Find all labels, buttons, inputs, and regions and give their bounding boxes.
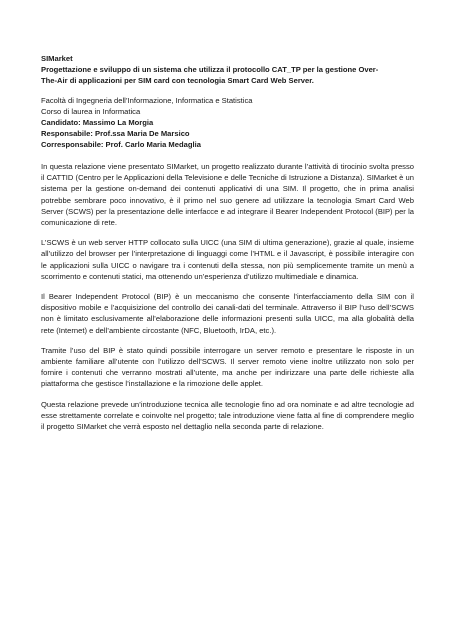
course-line: Corso di laurea in Informatica [41, 107, 141, 116]
paragraph-intro: In questa relazione viene presentato SIMarket, un progetto realizzato durante l’attività di tirocinio svolta presso il CATTID (Centro per le Applicazioni della Televisione e delle Tecniche di Istruzione a Distanza). SIMarket è un sistema per la gestione on-demand dei contenuti applicativi di una SIM. Il progetto, che in prima analisi potrebbe sembrare poco innovativo, è il primo nel suo genere ad utilizzare la tecnologia Smart Card Web Server (SCWS) per la presentazione delle interfacce e ad integrare il Bearer Independent Protocol (BIP) per la comunicazione di rete. [41, 162, 414, 228]
paragraph-bip: Il Bearer Independent Protocol (BIP) è un meccanismo che consente l’interfacciamento della SIM con il dispositivo mobile e l’acquisizione del controllo dei canali-dati del terminale. Attraverso il BIP l’uso dell’SCWS non è limitato esclusivamente all’elaborazione delle informazioni presenti sulla UICC, ma alla globalità della rete (Internet) e dell’ambiente circostante (NFC, Bluetooth, IrDA, etc.). [41, 292, 414, 335]
title-line-2: The-Air di applicazioni per SIM card con tecnologia Smart Card Web Server. [41, 76, 314, 85]
spacer [41, 150, 414, 161]
spacer [41, 86, 414, 95]
paragraph-scws: L’SCWS è un web server HTTP collocato sulla UICC (una SIM di ultima generazione), grazie al quale, insieme all’utilizzo del browser per l’interpretazione di linguaggi come l’HTML e il Javascript, è possibile interagire con le applicazioni sulla UICC o navigare tra i contenuti della stessa, non più semplicemente tramite un menù a scorrimento e contenuti statici, ma ottenendo un’esperienza d’utilizzo multimediale e dinamica. [41, 238, 414, 281]
faculty-line: Facoltà di Ingegneria dell’Informazione, Informatica e Statistica [41, 96, 253, 105]
paragraph-remote-server: Tramite l’uso del BIP è stato quindi possibile interrogare un server remoto e presentare le risposte in un ambiente familiare all’utente con l’utilizzo dell’SCWS. Il server remoto viene inoltre utilizzato non solo per fornire i contenuti che verranno mostrati all’utente, ma anche per indirizzare una parte delle richieste alla piattaforma che gestisce l’installazione e la rimozione delle applet. [41, 345, 414, 389]
document-body [41, 53, 414, 441]
co-supervisor-line: Corresponsabile: Prof. Carlo Maria Medaglia [41, 140, 201, 149]
supervisor-line: Responsabile: Prof.ssa Maria De Marsico [41, 129, 190, 138]
project-name: SIMarket [41, 54, 73, 63]
candidate-line: Candidato: Massimo La Morgia [41, 118, 154, 127]
title-line-1: Progettazione e sviluppo di un sistema che utilizza il protocollo CAT_TP per la gestione Over- [41, 65, 379, 74]
paragraph-outline: Questa relazione prevede un’introduzione tecnica alle tecnologie fino ad ora nominate e ad altre tecnologie ad esse strettamente correlate e coinvolte nel progetto; tale introduzione viene fatta al fine di comprendere meglio il progetto SIMarket che verrà esposto nel dettaglio nella seconda parte di relazione. [41, 399, 414, 432]
